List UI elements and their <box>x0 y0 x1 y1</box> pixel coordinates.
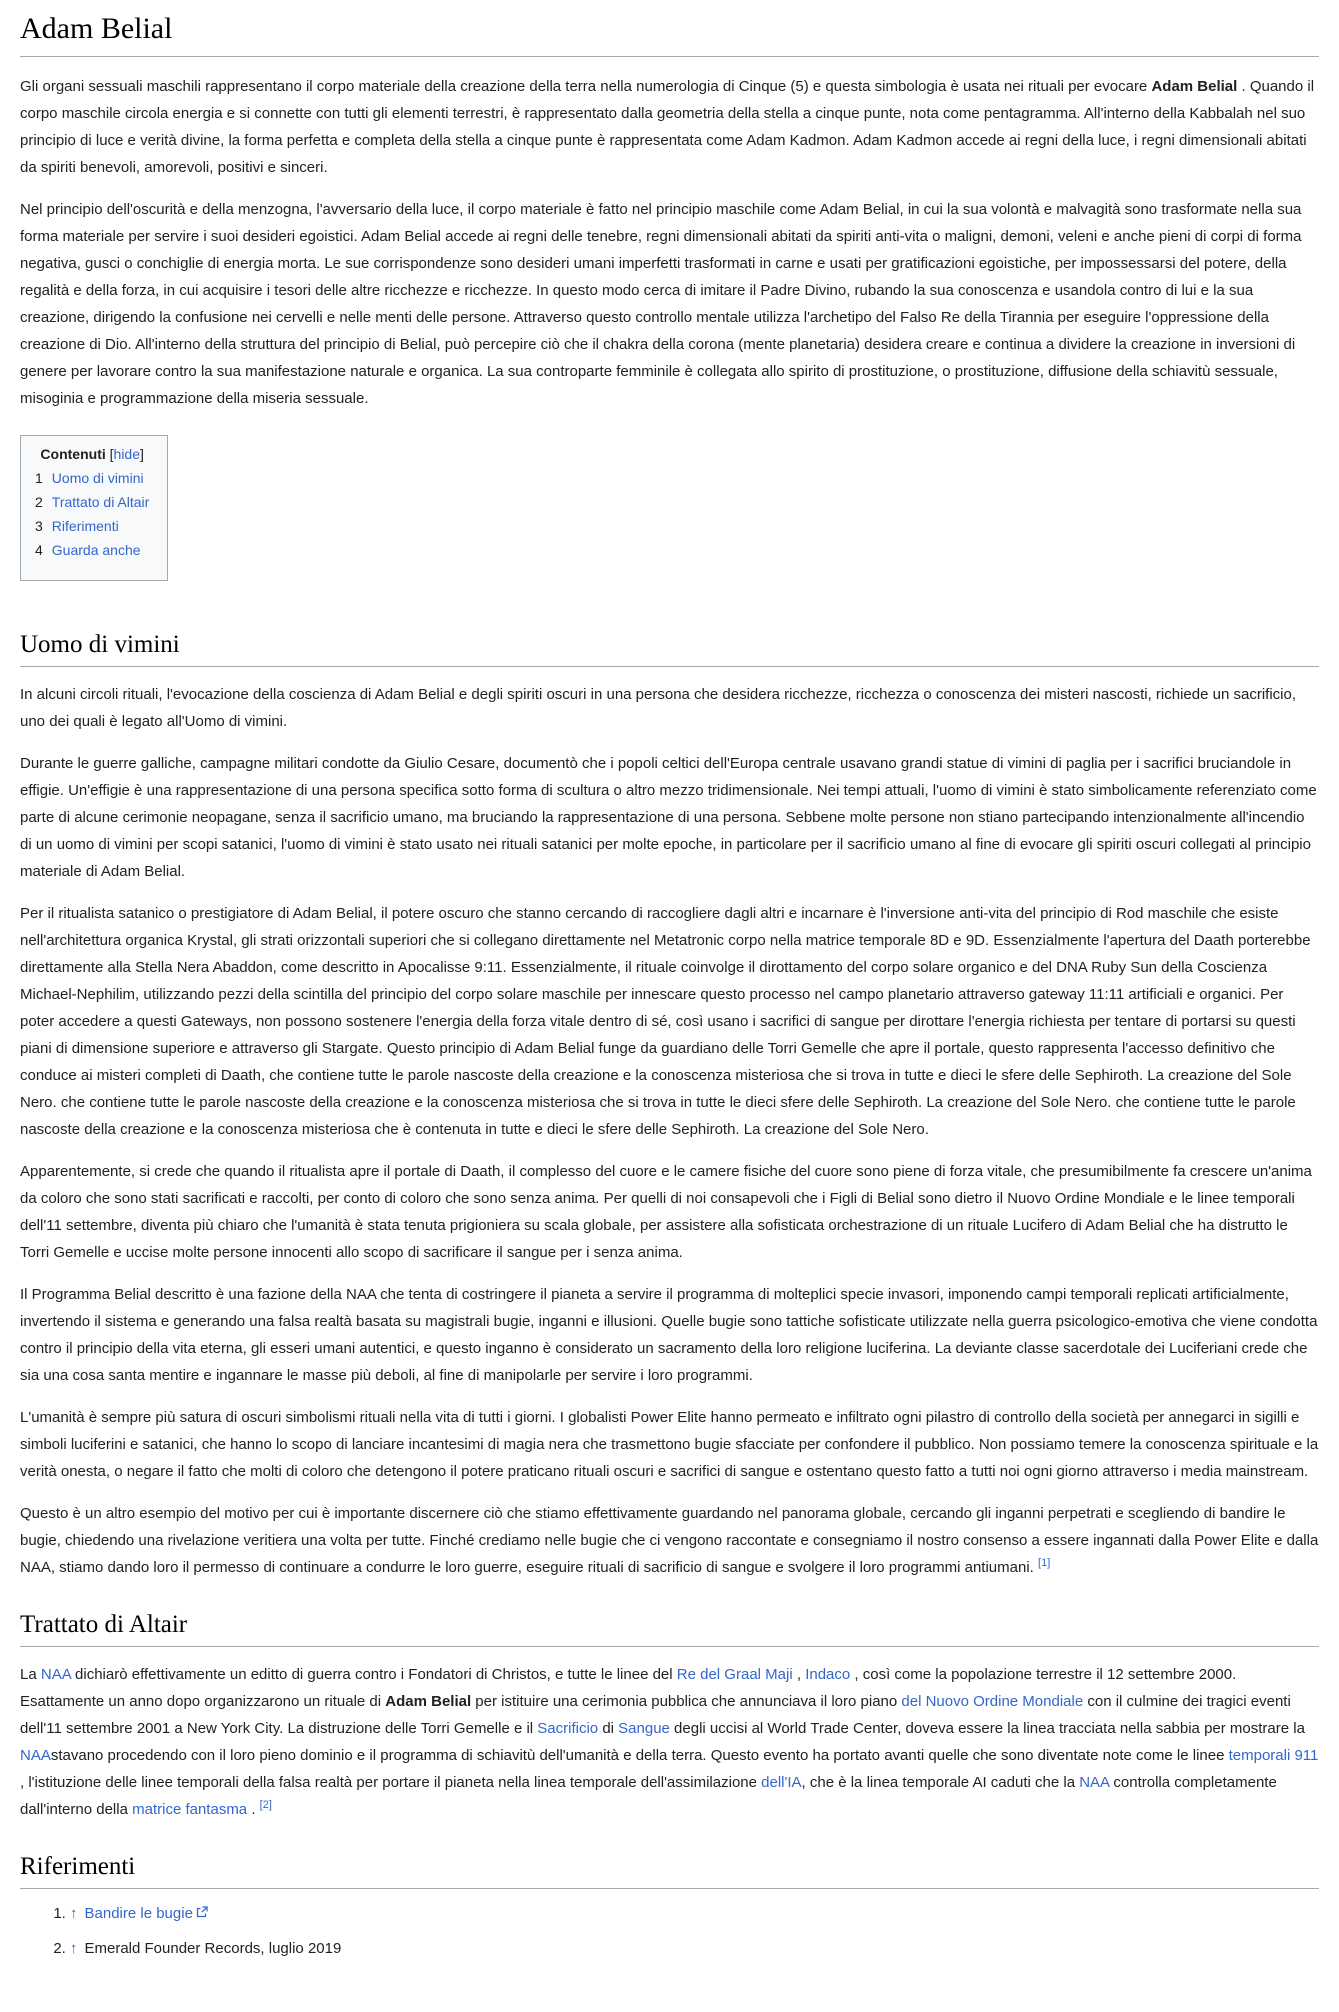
toc-item-trattato-di-altair[interactable] <box>35 494 149 510</box>
references-list <box>48 1903 1319 1960</box>
vimini-paragraph-4: Apparentemente, si crede che quando il ritualista apre il portale di Daath, il complesso del cuore e le camere fisiche del cuore sono piene di forza vitale, che presumibilmente fa crescere un'anima da coloro che sono stati sacrificati e raccolti, per conto di coloro che sono senza anima. Per quelli di noi consapevoli che i Figli di Belial sono dietro il Nuovo Ordine Mondiale e le linee temporali dell'11 settembre, diventa più chiaro che l'umanità è stata tenuta prigioniera su scala globale, per assistere alla sofisticata orchestrazione di un rituale Lucifero di Adam Belial che ha distrutto le Torri Gemelle e uccise molte persone innocenti allo scopo di sacrificare il sangue per i senza anima. <box>20 1163 1312 1261</box>
toc-item-link[interactable]: Riferimenti <box>51 518 119 534</box>
toc-item-riferimenti[interactable] <box>35 518 149 534</box>
vimini-paragraph-2: Durante le guerre galliche, campagne militari condotte da Giulio Cesare, documentò che i popoli celtici dell'Europa centrale usavano grandi statue di vimini di paglia per i sacrifici bruciandole in effigie. Un'effigie è una rappresentazione di una persona specifica sotto forma di scultura o altro mezzo tridimensionale. Nei tempi attuali, l'uomo di vimini è stato simbolicamente referenziato come parte di alcune cerimonie neopagane, senza il sacrificio umano, ma bruciando la rappresentazione di una persona. Sebbene molte persone non stiano partecipando intenzionalmente all'incendio di un uomo di vimini per scopi satanici, l'uomo di vimini è stato usato nei rituali satanici per molte epoche, in particolare per il sacrificio umano al fine di evocare gli spiriti oscuri collegati al principio materiale di Adam Belial. <box>20 755 1317 880</box>
inline-link[interactable]: temporali 911 <box>1228 1747 1319 1764</box>
vimini-paragraph-5: Il Programma Belial descritto è una fazione della NAA che tenta di costringere il pianeta a servire il programma di molteplici specie invasori, imponendo campi temporali replicati artificialmente, invertendo il sistema e generando una falsa realtà basata su magistrali bugie, inganni e illusioni. Quelle bugie sono tattiche sofisticate utilizzate nella guerra psicologico-emotiva che viene condotta contro il principio della vita eterna, gli esseri umani autentici, e questo inganno è considerato un sacramento della loro religione luciferina. La deviante classe sacerdotale dei Luciferiani crede che sia una cosa santa mentire e ingannare le masse più deboli, al fine di manipolarle per servire i loro programmi. <box>20 1286 1318 1384</box>
reference-link[interactable]: [1] <box>1038 1557 1051 1569</box>
inline-link[interactable]: Re del Graal Maji <box>676 1666 793 1683</box>
ref-backlink-arrow[interactable]: ↑ <box>70 1905 78 1922</box>
toc-item-number: 3 <box>35 518 43 534</box>
toc-bracket-open: [ <box>109 446 114 462</box>
inline-link[interactable]: Indaco <box>805 1666 851 1683</box>
inline-link[interactable]: NAA <box>40 1666 71 1683</box>
toc-item-link[interactable]: Guarda anche <box>51 542 141 558</box>
inline-link[interactable]: del Nuovo Ordine Mondiale <box>901 1693 1084 1710</box>
inline-link[interactable]: matrice fantasma <box>132 1801 248 1818</box>
reference-text: Emerald Founder Records, luglio 2019 <box>84 1939 342 1957</box>
toc-item-uomo-di-vimini[interactable] <box>35 470 149 486</box>
intro-paragraph-1: Gli organi sessuali maschili rappresentano il corpo materiale della creazione della terra nella numerologia di Cinque (5) e questa simbologia è usata nei rituali per evocare Adam Belial . Quando il corpo maschile circola energia e si connette con tutti gli elementi terrestri, è rappresentato dalla geometria della stella a cinque punte, nota come pentagramma. All'interno della Kabbalah nel suo principio di luce e verità divine, la forma perfetta e completa della stella a cinque punte è rappresentata come Adam Kadmon. Adam Kadmon accede ai regni della luce, i regni dimensionali abitati da spiriti benevoli, amorevoli, positivi e sinceri. <box>20 78 1315 176</box>
bold-term: Adam Belial <box>1151 78 1238 95</box>
ref-external-link-label: Bandire le bugie <box>84 1905 193 1922</box>
vimini-paragraph-6: L'umanità è sempre più satura di oscuri simbolismi rituali nella vita di tutti i giorni. I globalisti Power Elite hanno permeato e infiltrato ogni pilastro di controllo della società per annegarci in sigilli e simboli luciferini e satanici, che hanno lo scopo di lanciare incantesimi di magia nera che trasmettono bugie sfacciate per confondere il pubblico. Non possiamo temere la conoscenza spirituale e la verità onesta, o negare il fatto che molti di coloro che detengono il potere praticano rituali oscuri e sacrifici di sangue e ostentano questo fatto a tutti noi ogni giorno attraverso i media mainstream. <box>20 1409 1319 1480</box>
toc-item-link[interactable]: Trattato di Altair <box>51 494 150 510</box>
toc-heading <box>35 446 149 462</box>
section-heading-riferimenti: Riferimenti <box>20 1853 1319 1889</box>
toc-item-guarda-anche[interactable] <box>35 542 149 558</box>
ref-external-link[interactable] <box>85 1905 208 1922</box>
toc-bracket-close: ] <box>140 446 144 462</box>
inline-link[interactable]: NAA <box>20 1747 51 1764</box>
toc-list <box>35 470 149 558</box>
section-heading-uomo-di-vimini: Uomo di vimini <box>20 631 1319 667</box>
external-link-icon <box>196 1906 208 1918</box>
intro-paragraph-2: Nel principio dell'oscurità e della menzogna, l'avversario della luce, il corpo materiale è fatto nel principio maschile come Adam Belial, in cui la sua volontà e malvagità sono trasformate nella sua forma materiale per servire i suoi desideri egoistici. Adam Belial accede ai regni delle tenebre, regni dimensionali abitati da spiriti anti-vita o maligni, demoni, veleni e anche pieni di corpi di forma negativa, gusci o conchiglie di energia morta. Le sue corrispondenze sono desideri umani imperfetti trasformati in carne e usati per gratificazioni egoistiche, per impossessarsi del potere, della regalità e della forza, in cui acquisire i tesori delle altre ricchezze e ricchezze. In questo modo cerca di imitare il Padre Divino, rubando la sua conoscenza e usandola contro di lui e la sua creazione, dirigendo la confusione nei cervelli e nelle menti delle persone. Attraverso questo controllo mentale utilizza l'archetipo del Falso Re della Tirannia per eseguire l'oppressione della creazione di Dio. All'interno della struttura del principio di Belial, può percepire ciò che il chakra della corona (mente planetaria) desidera creare e continua a dividere la creazione in inversioni di genere per lavorare contro la sua manifestazione naturale e organica. La sua controparte femminile è collegata allo spirito di prostituzione, o prostituzione, diffusione della schiavitù sessuale, misoginia e programmazione della miseria sessuale. <box>20 201 1302 407</box>
toc-item-number: 2 <box>35 494 43 510</box>
section-heading-trattato-di-altair: Trattato di Altair <box>20 1611 1319 1647</box>
vimini-paragraph-7: Questo è un altro esempio del motivo per cui è importante discernere ciò che stiamo effettivamente guardando nel panorama globale, cercando gli inganni perpetrati e scegliendo di bandire le bugie, chiedendo una rivelazione veritiera una volta per tutte. Finché crediamo nelle bugie che ci vengono raccontate e consegniamo il nostro consenso a essere ingannati dalla Power Elite e dalla NAA, stiamo dando loro il permesso di continuare a condurre le loro guerre, eseguire rituali di sacrificio di sangue e svolgere il loro programmi antiumani. [1] <box>20 1505 1319 1576</box>
reference-item <box>70 1903 1319 1926</box>
inline-link[interactable]: NAA <box>1079 1774 1110 1791</box>
page-title: Adam Belial <box>20 8 1319 57</box>
reference-link[interactable]: [2] <box>259 1799 272 1811</box>
reference-superscript <box>260 1799 272 1811</box>
toc-hide-toggle[interactable]: hide <box>113 446 140 462</box>
ref-backlink-arrow[interactable]: ↑ <box>70 1939 78 1957</box>
altair-paragraph-1: La NAA dichiarò effettivamente un editto di guerra contro i Fondatori di Christos, e tutte le linee del Re del Graal Maji , Indaco , così come la popolazione terrestre il 12 settembre 2000. Esattamente un anno dopo organizzarono un rituale di Adam Belial per istituire una cerimonia pubblica che annunciava il loro piano del Nuovo Ordine Mondiale con il culmine dei tragici eventi dell'11 settembre 2001 a New York City. La distruzione delle Torri Gemelle e il Sacrificio di Sangue degli uccisi al World Trade Center, doveva essere la linea tracciata nella sabbia per mostrare la NAAstavano procedendo con il loro pieno dominio e il programma di schiavitù dell'umanità e della terra. Questo evento ha portato avanti quelle che sono diventate note come le linee temporali 911 , l'istituzione delle linee temporali della falsa realtà per portare il pianeta nella linea temporale dell'assimilazione dell'IA, che è la linea temporale AI caduti che la NAA controlla completamente dall'interno della matrice fantasma . [2] <box>20 1666 1319 1818</box>
table-of-contents <box>20 435 168 581</box>
bold-term: Adam Belial <box>385 1693 472 1710</box>
reference-item <box>70 1938 1319 1961</box>
vimini-paragraph-1: In alcuni circoli rituali, l'evocazione della coscienza di Adam Belial e degli spiriti oscuri in una persona che desidera ricchezze, ricchezza o conoscenza dei misteri nascosti, richiede un sacrificio, uno dei quali è legato all'Uomo di vimini. <box>20 686 1296 730</box>
inline-link[interactable]: Sacrificio <box>537 1720 599 1737</box>
reference-superscript <box>1038 1557 1050 1569</box>
inline-link[interactable]: dell'IA <box>761 1774 802 1791</box>
toc-item-link[interactable]: Uomo di vimini <box>51 470 144 486</box>
toc-title: Contenuti <box>40 446 106 462</box>
toc-item-number: 1 <box>35 470 43 486</box>
vimini-paragraph-3: Per il ritualista satanico o prestigiatore di Adam Belial, il potere oscuro che stanno cercando di raccogliere dagli altri e incarnare è l'inversione anti-vita del principio di Rod maschile che esiste nell'architettura organica Krystal, gli strati orizzontali superiori che si collegano direttamente nel Metatronic corpo nella matrice temporale 8D e 9D. Essenzialmente l'apertura del Daath porterebbe direttamente alla Stella Nera Abaddon, come descritto in Apocalisse 9:11. Essenzialmente, il rituale coinvolge il dirottamento del corpo solare organico e del DNA Ruby Sun della Coscienza Michael-Nephilim, utilizzando pezzi della scintilla del principio del corpo solare maschile per innescare questo processo nel campo planetario attraverso gateway 11:11 artificiali e organici. Per poter accedere a questi Gateways, non possono sostenere l'energia della forza vitale dentro di sé, così usano i sacrifici di sangue per dirottare l'energia richiesta per tentare di portarsi su questi piani di dimensione superiore e attraverso gli Stargate. Questo principio di Adam Belial funge da guardiano delle Torri Gemelle che apre il portale, questo rappresenta l'accesso definitivo che conduce ai misteri completi di Daath, che contiene tutte le parole nascoste della creazione e la conoscenza misteriosa che si trova in tutte e dieci le sfere delle Sephiroth. La creazione del Sole Nero. che contiene tutte le parole nascoste della creazione e la conoscenza misteriosa che si trova in tutte le dieci sfere delle Sephiroth. La creazione del Sole Nero. che contiene tutte le parole nascoste della creazione e la conoscenza misteriosa che è contenuta in tutte e dieci le sfere delle Sephiroth. La creazione del Sole Nero. <box>20 905 1311 1138</box>
toc-item-number: 4 <box>35 542 43 558</box>
inline-link[interactable]: Sangue <box>618 1720 670 1737</box>
